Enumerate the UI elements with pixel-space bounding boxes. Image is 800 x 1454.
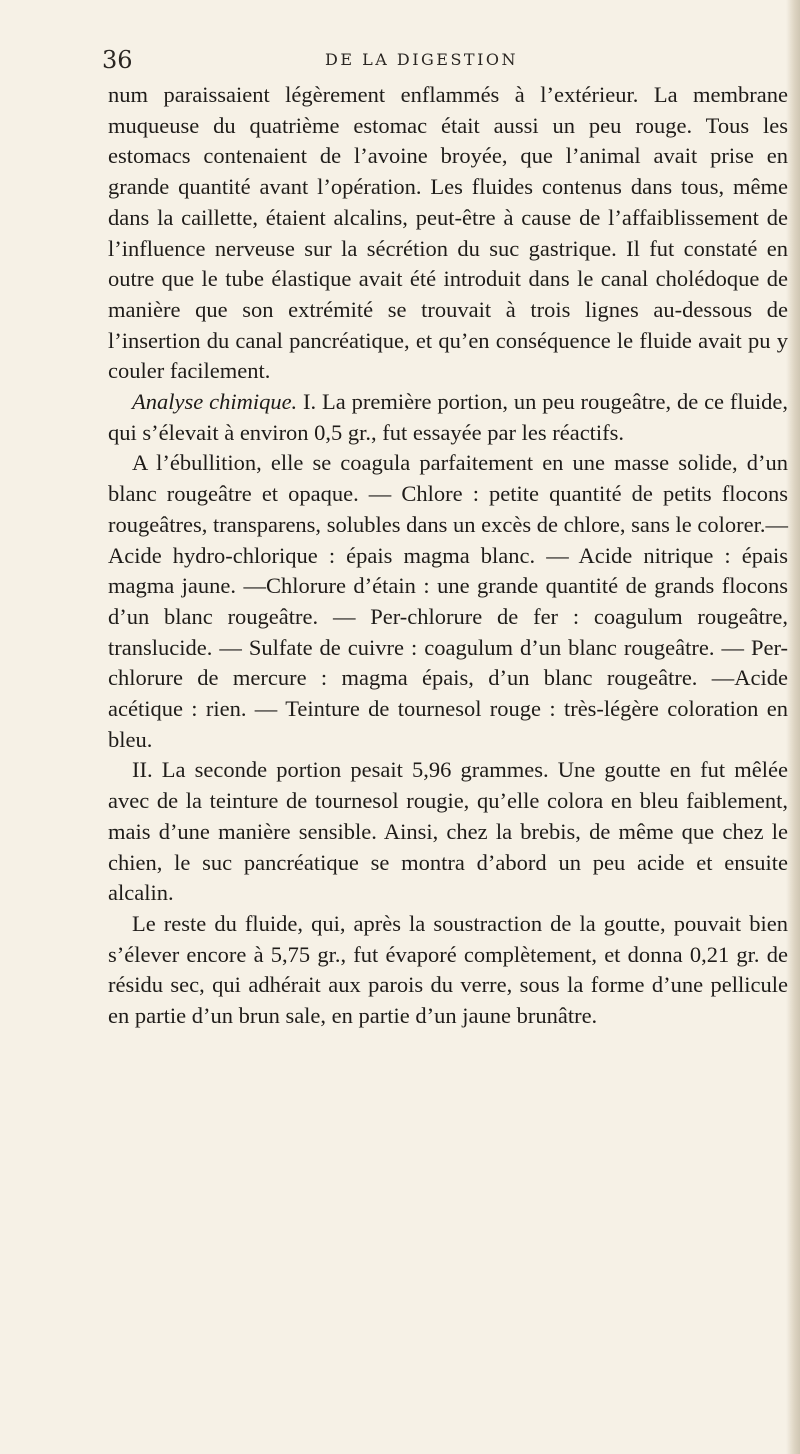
paragraph-2: [108, 387, 788, 448]
page-edge-shadow: [786, 0, 800, 1454]
body-text: [108, 80, 788, 1032]
paragraph-4: II. La seconde portion pesait 5,96 grammes. Une goutte en fut mêlée avec de la teinture de tournesol rougie, qu’elle colora en bleu faiblement, mais d’une manière sensible. Ainsi, chez la brebis, de même que chez le chien, le suc pancréatique se montra d’abord un peu acide et ensuite alcalin.: [108, 757, 788, 906]
paragraph-5: Le reste du fluide, qui, après la soustraction de la goutte, pouvait bien s’élever encore à 5,75 gr., fut évaporé complètement, et donna 0,21 gr. de résidu sec, qui adhérait aux parois du verre, sous la forme d’une pellicule en partie d’un brun sale, en partie d’un jaune brunâtre.: [108, 910, 788, 1029]
running-title: DE LA DIGESTION: [325, 50, 519, 69]
paragraph-3: A l’ébullition, elle se coagula parfaitement en une masse solide, d’un blanc rougeâtre et opaque. — Chlore : petite quantité de petits flocons rougeâtres, transparens, solubles dans un excès de chlore, sans le colorer.—Acide hydro-chlorique : épais magma blanc. — Acide nitrique : épais magma jaune. —Chlorure d’étain : une grande quantité de grands flocons d’un blanc rougeâtre. — Per-chlorure de fer : coagulum rougeâtre, translucide. — Sulfate de cuivre : coagulum d’un blanc rougeâtre. — Per-chlorure de mercure : magma épais, d’un blanc rougeâtre. —Acide acétique : rien. — Teinture de tournesol rouge : très-légère coloration en bleu.: [108, 450, 788, 752]
paragraph-1: num paraissaient légèrement enflammés à l’extérieur. La membrane muqueuse du quatrième estomac était aussi un peu rouge. Tous les estomacs contenaient de l’avoine broyée, que l’animal avait prise en grande quantité avant l’opération. Les fluides contenus dans tous, même dans la caillette, étaient alcalins, peut-être à cause de l’affaiblissement de l’influence nerveuse sur la sécrétion du suc gastrique. Il fut constaté en outre que le tube élastique avait été introduit dans le canal cholédoque de manière que son extrémité se trouvait à trois lignes au-dessous de l’insertion du canal pancréatique, et qu’en conséquence le fluide avait pu y couler facilement.: [108, 82, 788, 384]
page-header: [102, 40, 790, 80]
paragraph-2-text: I. La première portion, un peu rougeâtre, de ce fluide, qui s’élevait à environ 0,5 gr., fut essayée par les réactifs.: [108, 389, 789, 445]
page-number: 36: [102, 46, 133, 74]
section-title: Analyse chimique.: [132, 389, 298, 415]
